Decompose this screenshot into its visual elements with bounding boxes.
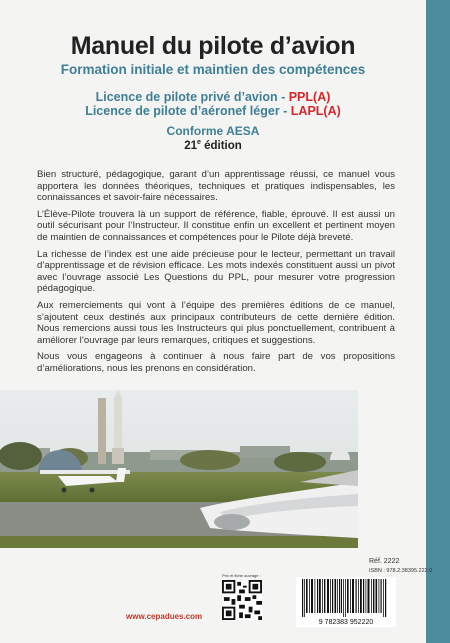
isbn-text: ISBN : 978.2.38395.222.0 bbox=[369, 568, 433, 574]
qr-code-icon bbox=[222, 580, 262, 620]
book-title: Manuel du pilote d’avion bbox=[70, 32, 356, 60]
paragraph-4: Aux remerciements qui vont à l’équipe des premières éditions de ce manuel, s’ajoutent ceux destinés aux principaux contributeurs de cette dernière édition. Nous remercions aussi tous les Instructeurs qui plus ponctuellement, contribuent à améliorer l’ouvrage par leurs remarques, critiques et suggestions. bbox=[37, 299, 395, 346]
book-subtitle: Formation initiale et maintien des compétences bbox=[60, 62, 366, 77]
edition-suffix: e bbox=[197, 139, 201, 146]
website-link[interactable]: www.cepadues.com bbox=[126, 612, 203, 621]
airfield-photo bbox=[0, 390, 358, 548]
edition-word: édition bbox=[200, 139, 242, 152]
barcode-digits: 9 782383 952220 bbox=[318, 619, 374, 626]
reference-number: Réf. 2222 bbox=[369, 558, 400, 565]
licence-lapl bbox=[0, 104, 426, 118]
paragraph-3: La richesse de l’index est une aide précieuse pour le lecteur, permettant un travail d’apprentissage et de révision efficace. Les mots indexés constituent aussi un pivot avec l’ouvrage associé Les Questions du PPL, pour mesurer votre progression pédagogique. bbox=[37, 248, 395, 295]
book-spine bbox=[426, 0, 450, 643]
edition-number: 21 bbox=[184, 139, 197, 152]
description-text bbox=[37, 169, 395, 380]
licence-ppl bbox=[0, 90, 426, 104]
paragraph-1: Bien structuré, pédagogique, garant d’un apprentissage réussi, ce manuel vous apportera les données théoriques, techniques et pratiques indispensables, les connaissances et savoir-faire nécessaires. bbox=[37, 169, 395, 204]
tower-shape bbox=[98, 398, 106, 464]
edition-label bbox=[0, 139, 426, 152]
paragraph-2: L’Élève-Pilote trouvera là un support de référence, fiable, éprouvé. Il est aussi un outil sécurisant pour l’Instructeur. Il constitue enfin un excellent et pertinent moyen de maintien de connaissances et compétences pour le Pilote déjà breveté. bbox=[37, 208, 395, 243]
barcode-icon bbox=[296, 577, 396, 627]
paragraph-5: Nous vous engageons à continuer à nous faire part de vos propositions d’améliorations, nous les prenons en considération. bbox=[37, 351, 395, 374]
conformity-label: Conforme AESA bbox=[166, 124, 260, 138]
licence-lapl-text: Licence de pilote d’aéronef léger - bbox=[85, 104, 291, 118]
qr-label: Prix et fiche ouvrage : bbox=[222, 573, 261, 578]
licence-lapl-code: LAPL(A) bbox=[290, 104, 341, 118]
licence-ppl-code: PPL(A) bbox=[288, 90, 331, 104]
licence-ppl-text: Licence de pilote privé d’avion - bbox=[95, 90, 289, 104]
